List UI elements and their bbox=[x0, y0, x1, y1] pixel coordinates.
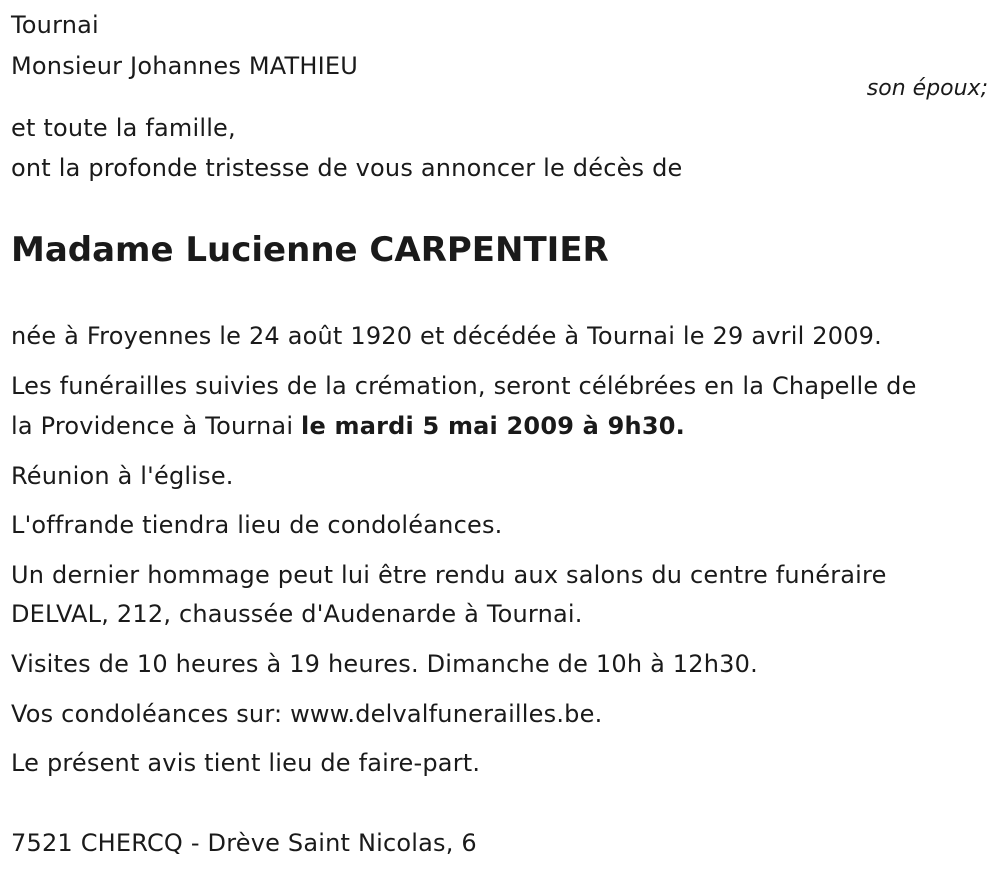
announcement-line: ont la profonde tristesse de vous annoncer le décès de bbox=[11, 154, 683, 182]
city-line: Tournai bbox=[11, 11, 99, 39]
tribute-line-2: DELVAL, 212, chaussée d'Audenarde à Tournai. bbox=[11, 600, 583, 628]
birth-death-line: née à Froyennes le 24 août 1920 et décédée à Tournai le 29 avril 2009. bbox=[11, 322, 882, 350]
notice-line: Le présent avis tient lieu de faire-part. bbox=[11, 749, 481, 777]
condolences-line: Vos condoléances sur: www.delvalfunerailles.be. bbox=[11, 700, 603, 728]
funeral-line-2 bbox=[11, 411, 685, 441]
funeral-date-text: le mardi 5 mai 2009 à 9h30. bbox=[301, 412, 685, 440]
deceased-name-heading: Madame Lucienne CARPENTIER bbox=[11, 230, 609, 270]
address-line: 7521 CHERCQ - Drève Saint Nicolas, 6 bbox=[11, 829, 477, 857]
reunion-line: Réunion à l'église. bbox=[11, 462, 234, 490]
visits-line: Visites de 10 heures à 19 heures. Dimanche de 10h à 12h30. bbox=[11, 650, 758, 678]
offering-line: L'offrande tiendra lieu de condoléances. bbox=[11, 511, 503, 539]
spouse-role: son époux; bbox=[866, 76, 988, 101]
tribute-line-1: Un dernier hommage peut lui être rendu aux salons du centre funéraire bbox=[11, 561, 887, 589]
funeral-location-text: la Providence à Tournai bbox=[11, 412, 302, 440]
spouse-name-line: Monsieur Johannes MATHIEU bbox=[11, 52, 359, 80]
funeral-line-1: Les funérailles suivies de la crémation, seront célébrées en la Chapelle de bbox=[11, 372, 917, 400]
family-line: et toute la famille, bbox=[11, 114, 236, 142]
